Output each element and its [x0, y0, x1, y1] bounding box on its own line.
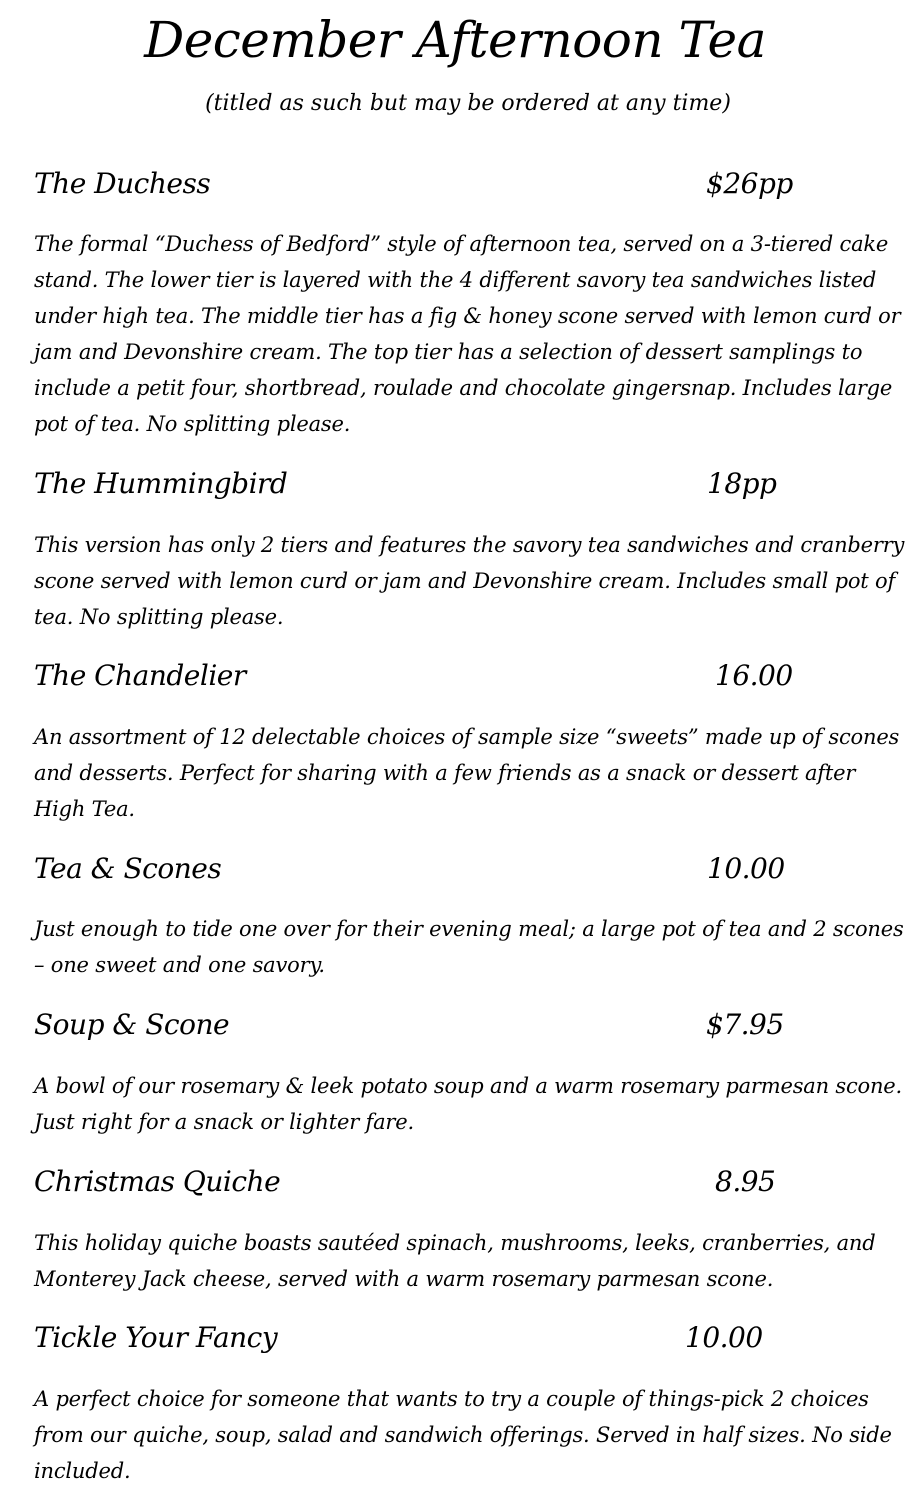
menu-item-description: This version has only 2 tiers and features the savory tea sandwiches and cranberry scone served with lemon curd or jam and Devonshire cream. Includes small pot of tea. No splitting please. [34, 533, 905, 629]
menu-item-description: This holiday quiche boasts sautéed spinach, mushrooms, leeks, cranberries, and Monterey Jack cheese, served with a warm rosemary parmesan scone. [34, 1231, 876, 1291]
menu-item-price: $7.95 [706, 1008, 784, 1041]
menu-item-name: Tea & Scones [34, 852, 222, 885]
menu-item-price: $26pp [706, 167, 793, 200]
menu-item-name: Tickle Your Fancy [34, 1321, 278, 1354]
menu-item-description: Just enough to tide one over for their evening meal; a large pot of tea and 2 scones – one sweet and one savory. [34, 917, 904, 977]
menu-item-description: The formal “Duchess of Bedford” style of afternoon tea, served on a 3-tiered cake stand. The lower tier is layered with the 4 different savory tea sandwiches listed under high tea. The middle tier has a fig & honey scone served with lemon curd or jam and Devonshire cream. The top tier has a selection of dessert samplings to include a petit four, shortbread, roulade and chocolate gingersnap. Includes large pot of tea. No splitting please. [34, 232, 901, 436]
menu-item-name: Soup & Scone [34, 1008, 230, 1041]
menu-item-price: 8.95 [715, 1165, 776, 1198]
menu-item-price: 10.00 [685, 1321, 763, 1354]
menu-title: December Afternoon Tea [144, 11, 766, 69]
menu-item-price: 16.00 [715, 659, 793, 692]
menu-subtitle: (titled as such but may be ordered at any time) [205, 91, 731, 116]
menu-item-name: The Hummingbird [34, 467, 288, 500]
menu-item-price: 18pp [707, 467, 777, 500]
menu-item-description: A bowl of our rosemary & leek potato soup and a warm rosemary parmesan scone. Just right for a snack or lighter fare. [34, 1074, 902, 1134]
menu-item-name: Christmas Quiche [34, 1165, 281, 1198]
menu-item-name: The Chandelier [34, 659, 246, 692]
menu-item-name: The Duchess [34, 167, 211, 200]
menu-item-description: An assortment of 12 delectable choices of sample size “sweets” made up of scones and desserts. Perfect for sharing with a few friends as a snack or dessert after High Tea. [34, 725, 900, 821]
menu-item-price: 10.00 [707, 852, 785, 885]
menu-item-description: A perfect choice for someone that wants to try a couple of things-pick 2 choices from our quiche, soup, salad and sandwich offerings. Served in half sizes. No side included. [34, 1387, 892, 1483]
